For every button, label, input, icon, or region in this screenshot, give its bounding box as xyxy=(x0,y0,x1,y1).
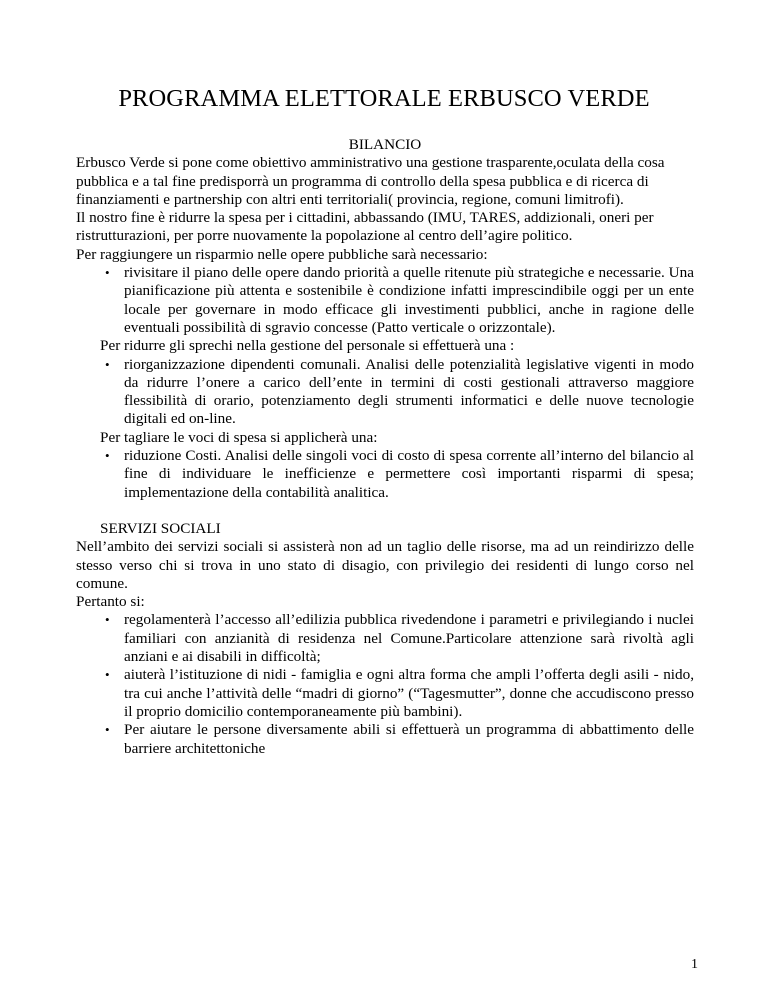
bullet-icon: • xyxy=(105,356,110,372)
list-item-text: rivisitare il piano delle opere dando priorità a quelle ritenute più strategiche e necessarie. Una pianificazione più attenta e sostenibile è condizione infatti imprescindibile oggi per un ente locale per governare in modo efficace gli investimenti pubblici, anche in ragione delle eventuali possibilità di sgravio concesse (Patto verticale o orizzontale). xyxy=(124,264,694,336)
paragraph: Nell’ambito dei servizi sociali si assisterà non ad un taglio delle risorse, ma ad un reindirizzo delle stesso verso chi si trova in uno stato di disagio, con privilegio dei residenti di lungo corso nel comune. xyxy=(76,538,694,592)
list-item-text: aiuterà l’istituzione di nidi - famiglia e ogni altra forma che ampli l’offerta degli asili - nido, tra cui anche l’attività delle “madri di giorno” (“Tagesmutter”, donne che accudiscono presso il proprio domicilio contemporaneamente più bambini). xyxy=(124,666,694,720)
list-item xyxy=(76,666,694,721)
list-item-text: regolamenterà l’accesso all’edilizia pubblica rivedendone i parametri e privilegiando i nuclei familiari con anzianità di residenza nel Comune.Particolare attenzione sarà rivoltà agli anziani e ai disabili in difficoltà; xyxy=(124,611,694,666)
paragraph: Per tagliare le voci di spesa si applicherà una: xyxy=(100,428,378,446)
bullet-icon: • xyxy=(105,265,110,281)
bullet-list xyxy=(76,264,694,337)
bullet-icon: • xyxy=(105,667,110,683)
section-heading-bilancio: BILANCIO xyxy=(348,136,422,153)
list-item-text: riduzione Costi. Analisi delle singoli voci di costo di spesa corrente all’interno del bilancio al fine di individuare le inefficienze e permettere così importanti risparmi di spesa; implementazione della contabilità analitica. xyxy=(124,447,694,501)
list-item xyxy=(76,721,694,758)
section-heading-servizi-sociali: SERVIZI SOCIALI xyxy=(100,519,221,537)
bullet-icon: • xyxy=(105,448,110,464)
document-title: PROGRAMMA ELETTORALE ERBUSCO VERDE xyxy=(118,85,650,112)
paragraph: Pertanto si: xyxy=(76,593,145,611)
list-item-text: Per aiutare le persone diversamente abili si effettuerà un programma di abbattimento delle barriere architettoniche xyxy=(124,721,694,757)
list-item-text: riorganizzazione dipendenti comunali. Analisi delle potenzialità legislative vigenti in modo da ridurre l’onere a carico dell’ente in termini di costi gestionali attraverso maggiore flessibilità di orario, potenziamento degli strumenti informatici e delle nuove tecnologie digitali ed on-line. xyxy=(124,355,694,428)
list-item xyxy=(76,447,694,502)
paragraph: Per ridurre gli sprechi nella gestione del personale si effettuerà una : xyxy=(100,337,515,355)
bullet-list xyxy=(76,447,694,502)
list-item xyxy=(76,611,694,666)
bullet-icon: • xyxy=(105,722,110,738)
list-item xyxy=(76,264,694,337)
paragraph: Per raggiungere un risparmio nelle opere pubbliche sarà necessario: xyxy=(76,245,488,263)
bullet-list xyxy=(76,611,694,757)
list-item xyxy=(76,356,694,429)
bullet-list xyxy=(76,356,694,429)
bullet-icon: • xyxy=(105,612,110,628)
paragraph: Erbusco Verde si pone come obiettivo amministrativo una gestione trasparente,oculata della cosa pubblica e a tal fine predisporrà un programma di controllo della spesa pubblica e di ricerca di finanziamenti e partnership con altri enti territoriali( provincia, regione, comuni limitrofi). xyxy=(76,154,665,208)
spacer xyxy=(76,502,694,520)
document-body xyxy=(76,136,694,758)
paragraph: Il nostro fine è ridurre la spesa per i cittadini, abbassando (IMU, TARES, addizionali, oneri per ristrutturazioni, per porre nuovamente la popolazione al centro dell’agire politico. xyxy=(76,209,654,245)
page-number: 1 xyxy=(691,957,698,972)
